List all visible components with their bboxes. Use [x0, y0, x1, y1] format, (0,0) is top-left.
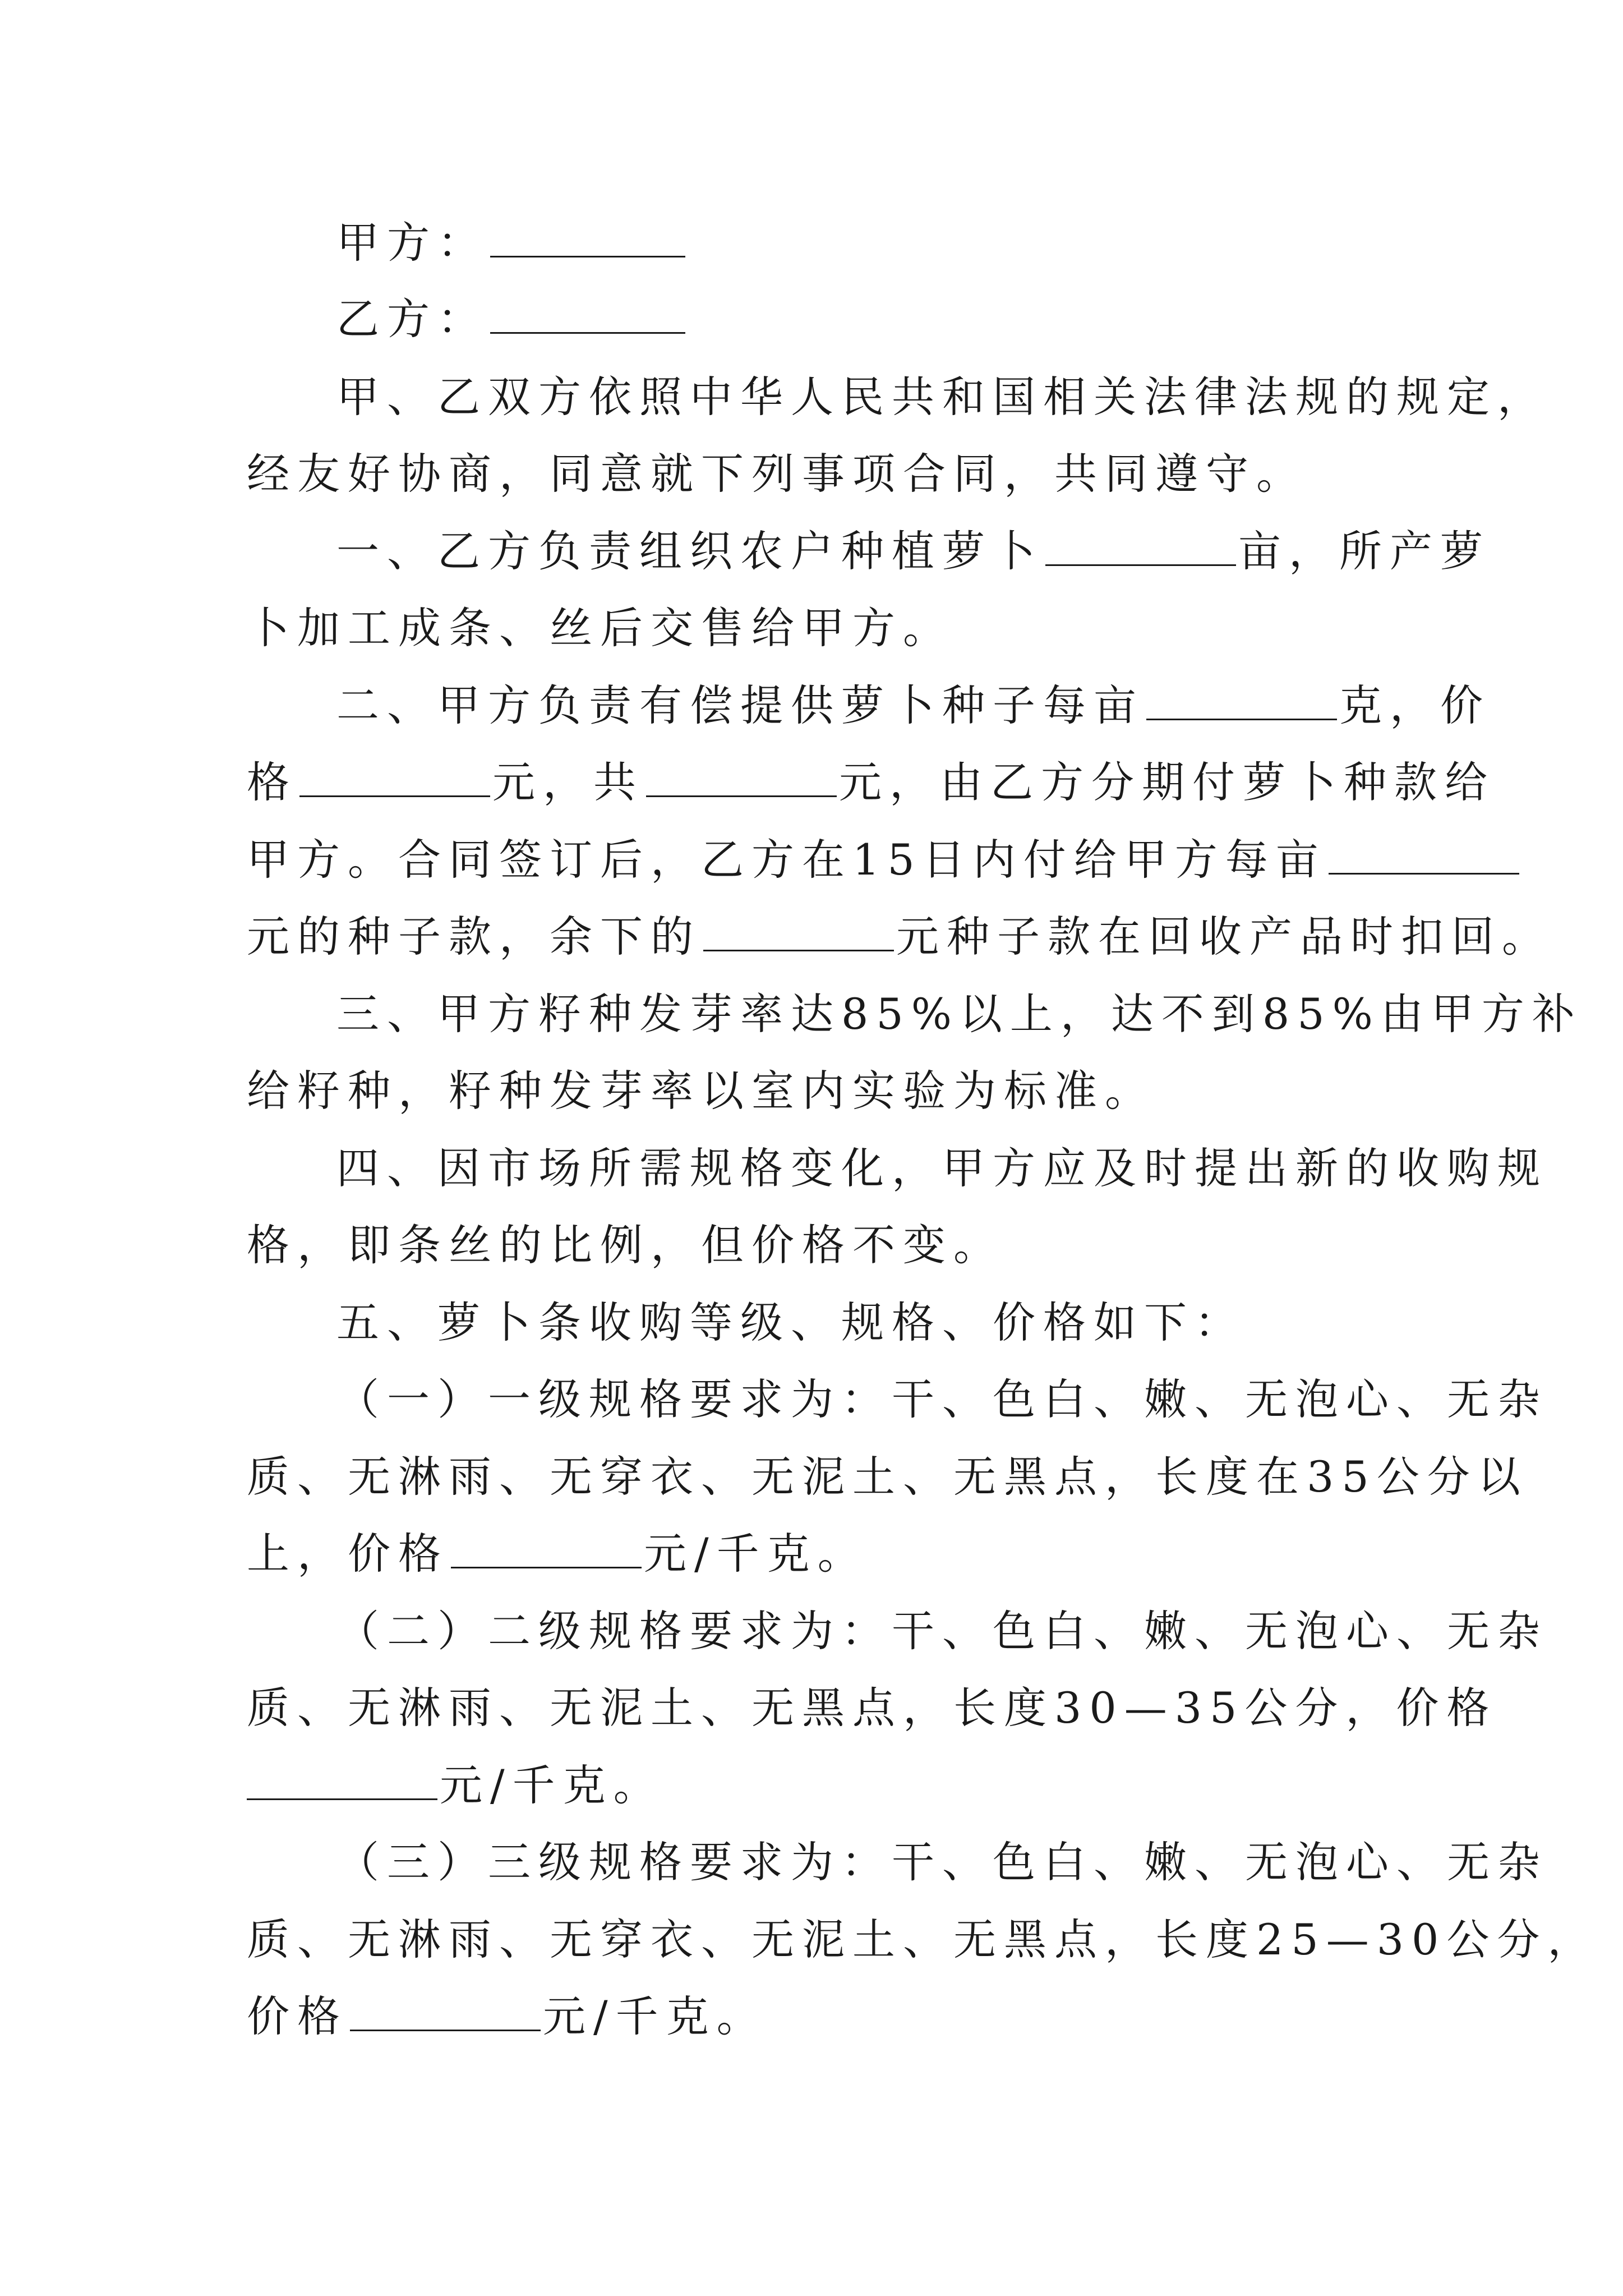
grade-2-price-blank — [247, 1763, 437, 1800]
seed-grams-blank — [1146, 683, 1337, 720]
clause-2-text-c: 格 — [247, 757, 297, 807]
party-b-label: 乙方： — [336, 294, 488, 344]
grade-2-line-2: 质、无淋雨、无泥土、无黑点，长度30—35公分，价格 — [247, 1683, 1497, 1733]
clause-1-line-2: 卜加工成条、丝后交售给甲方。 — [247, 603, 953, 653]
grade-1-text-b: 元/千克。 — [644, 1529, 868, 1579]
grade-1-line-2: 质、无淋雨、无穿衣、无泥土、无黑点，长度在35公分以 — [247, 1452, 1528, 1502]
remaining-payment-blank — [703, 914, 894, 951]
clause-2-text-b: 克，价 — [1339, 680, 1491, 730]
clause-1-text-b: 亩，所产萝 — [1238, 526, 1491, 576]
party-b-line — [336, 291, 688, 347]
clause-2-text-f: 甲方。合同签订后，乙方在15日内付给甲方每亩 — [247, 835, 1326, 885]
grade-3-line-3 — [247, 1989, 767, 2045]
grade-3-text-a: 价格 — [247, 1991, 348, 2041]
clause-2-line-2 — [247, 754, 1495, 811]
clause-2-text-h: 元种子款在回收产品时扣回。 — [896, 912, 1552, 961]
grade-1-line-3 — [247, 1526, 868, 1582]
clause-2-text-a: 二、甲方负责有偿提供萝卜种子每亩 — [336, 680, 1144, 730]
grade-2-line-3 — [247, 1757, 664, 1814]
grade-3-price-blank — [350, 1994, 541, 2031]
clause-5-line-1: 五、萝卜条收购等级、规格、价格如下： — [336, 1297, 1245, 1347]
preamble-line-2: 经友好协商，同意就下列事项合同，共同遵守。 — [247, 449, 1307, 499]
grade-1-text-a: 上，价格 — [247, 1529, 449, 1579]
acreage-blank — [1045, 528, 1236, 566]
preamble-line-1: 甲、乙双方依照中华人民共和国相关法律法规的规定， — [336, 372, 1548, 422]
clause-3-line-2: 给籽种，籽种发芽率以室内实验为标准。 — [247, 1066, 1155, 1116]
clause-2-line-4 — [247, 909, 1552, 965]
party-a-line — [336, 215, 688, 271]
clause-2-line-3 — [247, 832, 1521, 888]
party-b-blank — [490, 296, 685, 334]
clause-2-text-d: 元，共 — [492, 757, 644, 807]
clause-1-line-1 — [336, 523, 1491, 579]
grade-3-text-b: 元/千克。 — [543, 1991, 767, 2041]
per-mu-payment-blank — [1329, 837, 1519, 875]
seed-price-blank — [299, 760, 490, 797]
seed-total-blank — [646, 760, 837, 797]
clause-4-line-2: 格，即条丝的比例，但价格不变。 — [247, 1220, 1004, 1270]
clause-2-text-g: 元的种子款，余下的 — [247, 912, 701, 961]
grade-1-price-blank — [451, 1531, 642, 1568]
clause-4-line-1: 四、因市场所需规格变化，甲方应及时提出新的收购规 — [336, 1143, 1548, 1193]
grade-1-line-1: （一）一级规格要求为：干、色白、嫩、无泡心、无杂 — [336, 1374, 1548, 1424]
clause-3-line-1: 三、甲方籽种发芽率达85%以上，达不到85%由甲方补 — [336, 989, 1583, 1039]
grade-3-line-2: 质、无淋雨、无穿衣、无泥土、无黑点，长度25—30公分， — [247, 1915, 1598, 1964]
grade-2-line-1: （二）二级规格要求为：干、色白、嫩、无泡心、无杂 — [336, 1606, 1548, 1656]
party-a-blank — [490, 220, 685, 257]
grade-3-line-1: （三）三级规格要求为：干、色白、嫩、无泡心、无杂 — [336, 1837, 1548, 1887]
clause-2-line-1 — [336, 678, 1491, 734]
clause-2-text-e: 元，由乙方分期付萝卜种款给 — [839, 757, 1495, 807]
clause-1-text-a: 一、乙方负责组织农户种植萝卜 — [336, 526, 1043, 576]
grade-2-text-a: 元/千克。 — [440, 1760, 664, 1810]
party-a-label: 甲方： — [336, 218, 488, 268]
